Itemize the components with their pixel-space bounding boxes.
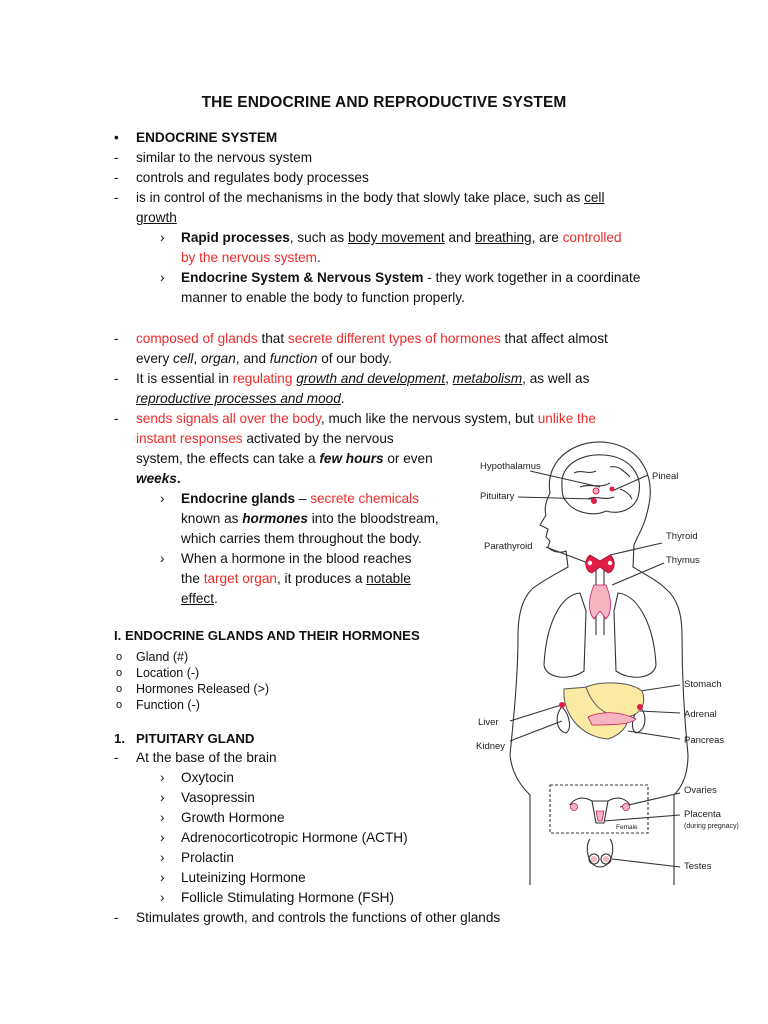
red-term: composed of glands: [136, 331, 258, 346]
arrow-bullet: ›: [160, 810, 165, 825]
text-line: [181, 228, 622, 248]
hormone-item: Luteinizing Hormone: [181, 870, 306, 885]
label-adrenal: Adrenal: [684, 709, 717, 720]
text-line: manner to enable the body to function properly.: [181, 290, 465, 305]
text-line: [181, 589, 218, 609]
label-placenta-note: (during pregnacy): [684, 823, 739, 830]
red-term: instant responses: [136, 431, 243, 446]
text-line: [181, 569, 411, 589]
text-line: [136, 469, 181, 489]
label-pancreas: Pancreas: [684, 735, 725, 746]
text-line: [136, 188, 604, 208]
text-line: which carries them throughout the body.: [181, 531, 422, 546]
bold-term: Rapid processes: [181, 230, 290, 245]
label-kidney: Kidney: [476, 741, 506, 752]
dash-mark: -: [114, 150, 119, 165]
hormone-item: Follicle Stimulating Hormone (FSH): [181, 890, 395, 905]
pineal-gland-icon: [610, 487, 615, 492]
text-span: , much like the nervous system, but: [320, 411, 538, 426]
red-term: controlled: [562, 230, 622, 245]
dash-mark: -: [114, 371, 119, 386]
right-lung-icon: [614, 593, 656, 677]
underlined-term: notable: [366, 571, 411, 586]
italic-term: cell: [173, 351, 194, 366]
dash-mark: -: [114, 411, 119, 426]
text-line: [181, 509, 439, 529]
hormone-item: Oxytocin: [181, 770, 234, 785]
text-line: [136, 389, 345, 409]
section-heading-glands: I. ENDOCRINE GLANDS AND THEIR HORMONES: [114, 628, 420, 643]
circle-bullet: o: [116, 667, 123, 679]
label-placenta: Placenta: [684, 809, 721, 820]
text-line: [136, 349, 392, 369]
hormone-item: Vasopressin: [181, 790, 255, 805]
pituitary-gland-icon: [591, 498, 597, 504]
arrow-bullet: ›: [160, 770, 165, 785]
red-term: secrete chemicals: [310, 491, 419, 506]
text-span: activated by the nervous: [242, 431, 394, 446]
text-span: that: [257, 331, 288, 346]
legend-item: Gland (#): [136, 650, 189, 664]
dash-mark: -: [114, 170, 119, 185]
bold-italic-term: few hours: [319, 451, 384, 466]
italic-term: organ: [201, 351, 236, 366]
bold-term: Endocrine System & Nervous System: [181, 270, 424, 285]
arrow-bullet: ›: [160, 270, 165, 285]
legend-item: Function (-): [136, 698, 200, 712]
italic-term: function: [269, 351, 318, 366]
text-span: into the bloodstream,: [307, 511, 439, 526]
text-span: .: [176, 471, 181, 486]
label-pineal: Pineal: [652, 471, 679, 482]
circle-bullet: o: [116, 699, 123, 711]
label-ovaries: Ovaries: [684, 785, 717, 796]
arrow-bullet: ›: [160, 870, 165, 885]
arrow-bullet: ›: [160, 491, 165, 506]
adrenal-gland-icon: [637, 704, 643, 710]
text-line: [136, 369, 589, 389]
arrow-bullet: ›: [160, 830, 165, 845]
dash-mark: -: [114, 910, 119, 925]
hormone-item: Prolactin: [181, 850, 234, 865]
bullet-dot: •: [114, 130, 119, 145]
text-span: , are: [531, 230, 563, 245]
text-line: similar to the nervous system: [136, 150, 313, 165]
text-span: is in control of the mechanisms in the body that slowly take place, such as: [136, 190, 585, 205]
underlined-term: metabolism: [452, 371, 523, 386]
page-title: THE ENDOCRINE AND REPRODUCTIVE SYSTEM: [201, 94, 567, 111]
text-span: system, the effects can take a: [136, 451, 320, 466]
text-span: - they work together in a coordinate: [423, 270, 641, 285]
text-span: known as: [181, 511, 243, 526]
text-span: , as well as: [522, 371, 590, 386]
dash-mark: -: [114, 190, 119, 205]
text-span: , and: [235, 351, 270, 366]
bold-italic-term: weeks: [136, 471, 177, 486]
underlined-term: effect: [181, 591, 215, 606]
arrow-bullet: ›: [160, 230, 165, 245]
label-hypothalamus: Hypothalamus: [480, 461, 541, 472]
text-span: every: [136, 351, 174, 366]
circle-bullet: o: [116, 683, 123, 695]
arrow-bullet: ›: [160, 790, 165, 805]
text-span: ,: [445, 371, 453, 386]
gland-function: Stimulates growth, and controls the functions of other glands: [136, 910, 501, 925]
text-line: [136, 429, 394, 449]
text-span: that affect almost: [500, 331, 608, 346]
text-line: When a hormone in the blood reaches: [181, 551, 412, 566]
arrow-bullet: ›: [160, 890, 165, 905]
text-span: ,: [193, 351, 201, 366]
hypothalamus-gland-icon: [593, 488, 599, 494]
underlined-term: growth: [136, 210, 177, 225]
text-line: [181, 489, 419, 509]
legend-item: Hormones Released (>): [136, 682, 270, 696]
placenta-icon: [596, 811, 604, 821]
face-outline: [532, 493, 568, 589]
label-pituitary: Pituitary: [480, 491, 515, 502]
text-span: and: [444, 230, 475, 245]
label-female: Female: [616, 824, 638, 831]
underlined-term: body movement: [347, 230, 445, 245]
text-line: controls and regulates body processes: [136, 170, 369, 185]
underlined-term: breathing: [474, 230, 532, 245]
label-stomach: Stomach: [684, 679, 722, 690]
text-span: .: [317, 250, 321, 265]
text-span: the: [181, 571, 204, 586]
label-thymus: Thymus: [666, 555, 700, 566]
dash-mark: -: [114, 331, 119, 346]
text-line: [136, 409, 596, 429]
text-span: .: [340, 391, 345, 406]
thymus-gland-icon: [590, 585, 611, 619]
bold-term: Endocrine glands: [181, 491, 296, 506]
label-testes: Testes: [684, 861, 712, 872]
underlined-term: growth and development: [296, 371, 446, 386]
legend-item: Location (-): [136, 666, 200, 680]
red-term: secrete different types of hormones: [287, 331, 501, 346]
text-span: , such as: [289, 230, 348, 245]
endocrine-diagram: [470, 435, 760, 890]
label-liver: Liver: [478, 717, 499, 728]
red-term: by the nervous system: [181, 250, 317, 265]
arrow-bullet: ›: [160, 551, 165, 566]
text-span: of our body.: [317, 351, 392, 366]
gland-heading-pituitary: 1. PITUITARY GLAND: [114, 731, 255, 746]
text-span: .: [214, 591, 218, 606]
gland-location: At the base of the brain: [136, 750, 277, 765]
red-term: unlike the: [537, 411, 596, 426]
arrow-bullet: ›: [160, 850, 165, 865]
dash-mark: -: [114, 750, 119, 765]
bold-italic-term: hormones: [242, 511, 308, 526]
red-term: sends signals all over the body: [136, 411, 321, 426]
ovary-icon: [571, 804, 578, 811]
text-span: –: [295, 491, 311, 506]
text-span: , it produces a: [277, 571, 367, 586]
underlined-term: reproductive processes and mood: [136, 391, 341, 406]
text-line: [136, 329, 608, 349]
text-span: or even: [383, 451, 433, 466]
red-term: target organ: [203, 571, 277, 586]
label-thyroid: Thyroid: [666, 531, 698, 542]
hormone-item: Growth Hormone: [181, 810, 285, 825]
parathyroid-gland-icon: [588, 561, 592, 565]
text-line: [181, 268, 640, 288]
circle-bullet: o: [116, 651, 123, 663]
section-heading-endocrine: ENDOCRINE SYSTEM: [136, 130, 278, 145]
left-lung-icon: [544, 593, 586, 677]
text-line: [136, 449, 433, 469]
label-parathyroid: Parathyroid: [484, 541, 533, 552]
red-term: regulating: [232, 371, 293, 386]
text-line: [181, 248, 321, 268]
underlined-term: cell: [584, 190, 605, 205]
hormone-item: Adrenocorticotropic Hormone (ACTH): [181, 830, 408, 845]
text-span: It is essential in: [136, 371, 233, 386]
